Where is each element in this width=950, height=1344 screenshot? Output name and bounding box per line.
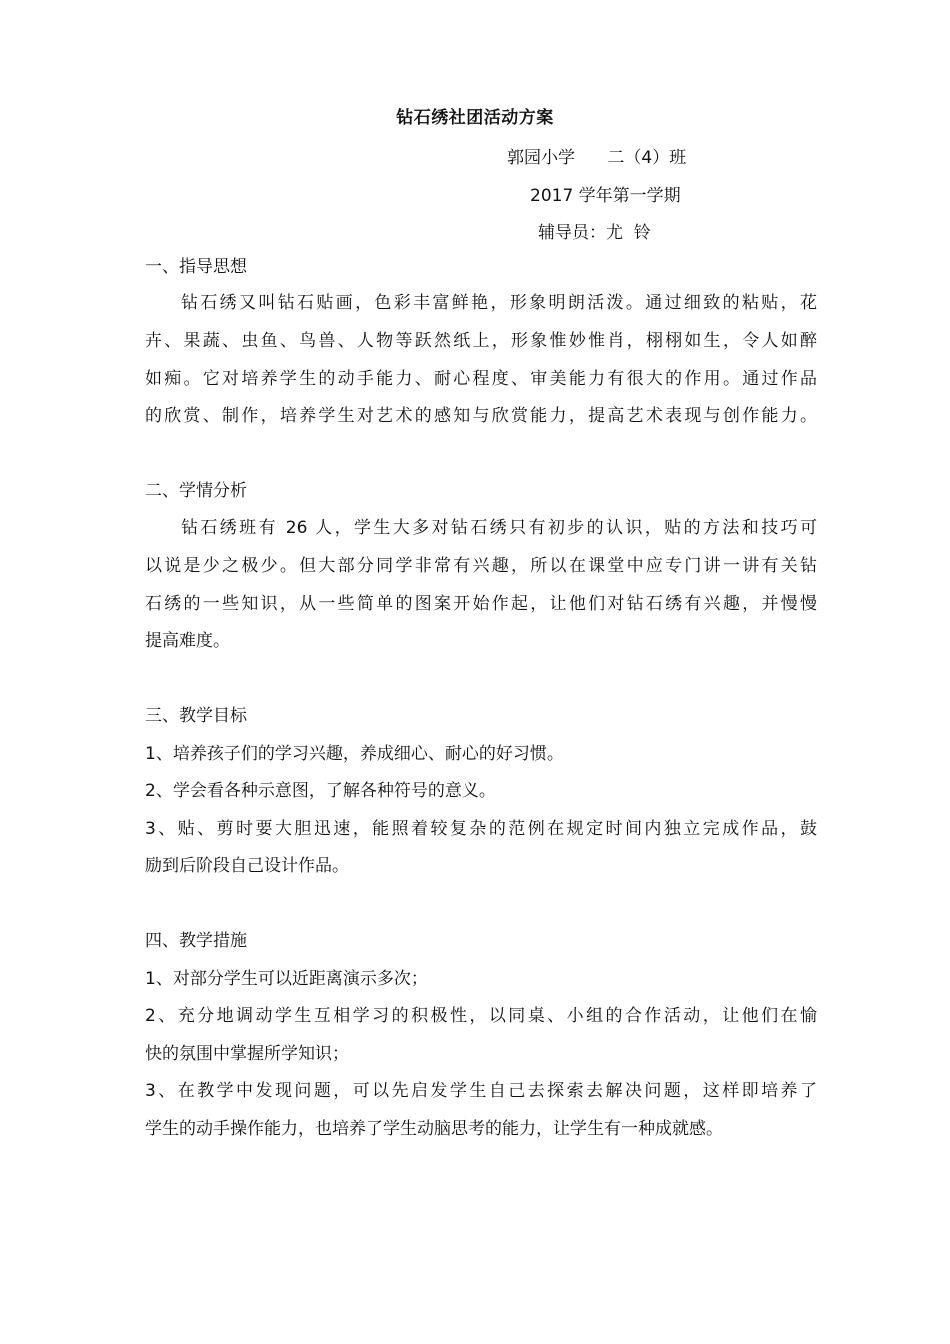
advisor-line: 辅导员：尤 铃: [538, 223, 651, 243]
section-heading-guiding-thought: 一、指导思想: [145, 257, 247, 277]
document-title: 钻石绣社团活动方案: [396, 108, 554, 128]
list-item-continued: 学生的动手操作能力，也培养了学生动脑思考的能力，让学生有一种成就感。: [145, 1119, 723, 1139]
paragraph-line: 如痴。它对培养学生的动手能力、耐心程度、审美能力有很大的作用。通过作品: [145, 369, 817, 389]
school-class-line: 郭园小学 二（4）班: [507, 148, 687, 168]
term-line: 2017 学年第一学期: [530, 186, 681, 206]
paragraph-line: 的欣赏、制作，培养学生对艺术的感知与欣赏能力，提高艺术表现与创作能力。: [145, 406, 817, 426]
list-item: 2、学会看各种示意图，了解各种符号的意义。: [145, 781, 496, 801]
list-item-continued: 快的氛围中掌握所学知识；: [145, 1044, 349, 1064]
paragraph-line: 钻石绣班有 26 人，学生大多对钻石绣只有初步的认识，贴的方法和技巧可: [181, 518, 817, 538]
section-heading-teaching-measures: 四、教学措施: [145, 931, 247, 951]
paragraph-line: 提高难度。: [145, 631, 230, 651]
paragraph-line: 钻石绣又叫钻石贴画，色彩丰富鲜艳，形象明朗活泼。通过细致的粘贴，花: [181, 293, 817, 313]
list-item: 1、对部分学生可以近距离演示多次；: [145, 969, 428, 989]
section-heading-student-analysis: 二、学情分析: [145, 481, 247, 501]
paragraph-line: 以说是少之极少。但大部分同学非常有兴趣，所以在课堂中应专门讲一讲有关钻: [145, 556, 817, 576]
list-item: 3、贴、剪时要大胆迅速，能照着较复杂的范例在规定时间内独立完成作品，鼓: [145, 819, 817, 839]
paragraph-line: 石绣的一些知识，从一些简单的图案开始作起，让他们对钻石绣有兴趣，并慢慢: [145, 594, 817, 614]
list-item: 3、在教学中发现问题，可以先启发学生自己去探索去解决问题，这样即培养了: [145, 1081, 817, 1101]
list-item-continued: 励到后阶段自己设计作品。: [145, 856, 349, 876]
list-item: 1、培养孩子们的学习兴趣，养成细心、耐心的好习惯。: [145, 744, 564, 764]
list-item: 2、充分地调动学生互相学习的积极性，以同桌、小组的合作活动，让他们在愉: [145, 1006, 817, 1026]
paragraph-line: 卉、果蔬、虫鱼、鸟兽、人物等跃然纸上，形象惟妙惟肖，栩栩如生，令人如醉: [145, 331, 817, 351]
section-heading-teaching-goals: 三、教学目标: [145, 706, 247, 726]
